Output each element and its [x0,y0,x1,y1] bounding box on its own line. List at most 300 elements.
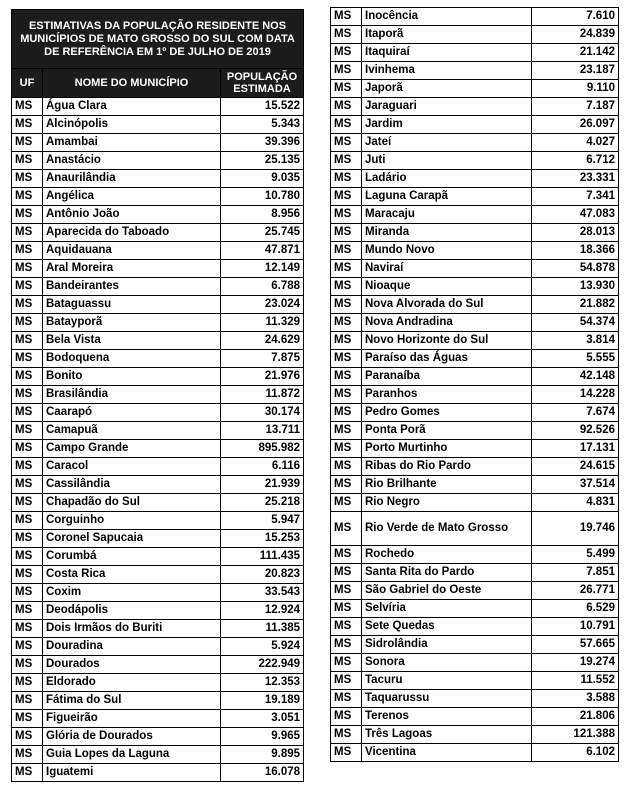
uf-cell: MS [331,368,362,386]
uf-cell: MS [331,8,362,26]
table-row [12,404,304,422]
population-cell: 5.555 [532,350,619,368]
table-row [12,170,304,188]
municipality-cell: Aral Moreira [43,260,221,278]
population-cell: 6.788 [221,278,304,296]
municipality-cell: Figueirão [43,710,221,728]
uf-cell: MS [12,494,43,512]
municipality-cell: Nioaque [362,278,532,296]
uf-cell: MS [331,116,362,134]
municipality-cell: Jateí [362,134,532,152]
uf-cell: MS [12,170,43,188]
population-cell: 14.228 [532,386,619,404]
table-row [12,188,304,206]
uf-cell: MS [12,350,43,368]
table-row [331,188,619,206]
table-row [331,654,619,672]
population-cell: 9.965 [221,728,304,746]
table-row [331,26,619,44]
header-municipality: NOME DO MUNICÍPIO [43,69,221,98]
uf-cell: MS [12,728,43,746]
uf-cell: MS [331,564,362,582]
uf-cell: MS [331,98,362,116]
municipality-cell: Camapuã [43,422,221,440]
population-cell: 21.142 [532,44,619,62]
municipality-cell: Ladário [362,170,532,188]
population-cell: 111.435 [221,548,304,566]
population-cell: 24.839 [532,26,619,44]
population-cell: 11.552 [532,672,619,690]
table-row [331,708,619,726]
table-row [331,224,619,242]
uf-cell: MS [331,242,362,260]
uf-cell: MS [12,368,43,386]
municipality-cell: Bodoquena [43,350,221,368]
municipality-cell: Ivinhema [362,62,532,80]
uf-cell: MS [12,530,43,548]
municipality-cell: Nova Andradina [362,314,532,332]
uf-cell: MS [12,98,43,116]
uf-cell: MS [331,188,362,206]
table-row [12,530,304,548]
population-cell: 23.024 [221,296,304,314]
table-row [12,296,304,314]
municipality-cell: Eldorado [43,674,221,692]
population-cell: 5.947 [221,512,304,530]
table-row [331,350,619,368]
table-row [12,476,304,494]
table-row [12,386,304,404]
municipality-cell: Bandeirantes [43,278,221,296]
table-row [331,206,619,224]
population-cell: 5.343 [221,116,304,134]
table-row [331,242,619,260]
uf-cell: MS [12,116,43,134]
municipality-cell: Bonito [43,368,221,386]
population-cell: 23.331 [532,170,619,188]
table-row [12,422,304,440]
population-cell: 7.610 [532,8,619,26]
population-cell: 25.135 [221,152,304,170]
municipality-cell: São Gabriel do Oeste [362,582,532,600]
uf-cell: MS [12,404,43,422]
population-cell: 25.218 [221,494,304,512]
municipality-cell: Iguatemi [43,764,221,782]
population-cell: 121.388 [532,726,619,744]
table-row [331,546,619,564]
table-row [12,368,304,386]
table-row [331,332,619,350]
population-cell: 7.187 [532,98,619,116]
municipality-cell: Santa Rita do Pardo [362,564,532,582]
population-cell: 92.526 [532,422,619,440]
population-cell: 11.872 [221,386,304,404]
municipality-cell: Jardim [362,116,532,134]
population-cell: 5.499 [532,546,619,564]
population-cell: 6.529 [532,600,619,618]
population-cell: 26.771 [532,582,619,600]
population-cell: 3.814 [532,332,619,350]
population-cell: 222.949 [221,656,304,674]
uf-cell: MS [12,134,43,152]
uf-cell: MS [331,224,362,242]
municipality-cell: Água Clara [43,98,221,116]
population-cell: 42.148 [532,368,619,386]
uf-cell: MS [12,566,43,584]
table-row [331,726,619,744]
municipality-cell: Japorã [362,80,532,98]
uf-cell: MS [331,546,362,564]
population-cell: 37.514 [532,476,619,494]
population-cell: 21.882 [532,296,619,314]
municipality-cell: Cassilândia [43,476,221,494]
table-row [12,134,304,152]
population-cell: 12.353 [221,674,304,692]
uf-cell: MS [12,548,43,566]
population-cell: 25.745 [221,224,304,242]
table-row [331,512,619,546]
uf-cell: MS [331,476,362,494]
population-cell: 47.083 [532,206,619,224]
header-uf: UF [12,69,43,98]
table-row [331,386,619,404]
right-table-body [331,8,619,762]
population-cell: 33.543 [221,584,304,602]
table-row [12,728,304,746]
uf-cell: MS [331,80,362,98]
municipality-cell: Guia Lopes da Laguna [43,746,221,764]
table-row [12,548,304,566]
table-row [331,582,619,600]
municipality-cell: Corguinho [43,512,221,530]
municipality-cell: Campo Grande [43,440,221,458]
population-cell: 7.851 [532,564,619,582]
left-population-table [11,9,304,782]
table-row [331,8,619,26]
table-row [331,368,619,386]
population-cell: 21.939 [221,476,304,494]
population-cell: 3.588 [532,690,619,708]
population-cell: 16.078 [221,764,304,782]
municipality-cell: Paranaíba [362,368,532,386]
population-cell: 13.930 [532,278,619,296]
municipality-cell: Itaquiraí [362,44,532,62]
population-cell: 9.110 [532,80,619,98]
municipality-cell: Caracol [43,458,221,476]
table-row [12,314,304,332]
population-cell: 24.629 [221,332,304,350]
municipality-cell: Inocência [362,8,532,26]
uf-cell: MS [12,152,43,170]
table-row [12,602,304,620]
municipality-cell: Naviraí [362,260,532,278]
population-cell: 6.712 [532,152,619,170]
uf-cell: MS [331,314,362,332]
table-row [12,620,304,638]
population-cell: 13.711 [221,422,304,440]
population-cell: 54.374 [532,314,619,332]
population-cell: 7.341 [532,188,619,206]
population-cell: 3.051 [221,710,304,728]
population-cell: 11.329 [221,314,304,332]
municipality-cell: Taquarussu [362,690,532,708]
population-cell: 8.956 [221,206,304,224]
municipality-cell: Maracaju [362,206,532,224]
population-cell: 895.982 [221,440,304,458]
population-cell: 6.116 [221,458,304,476]
population-cell: 24.615 [532,458,619,476]
uf-cell: MS [331,62,362,80]
population-cell: 18.366 [532,242,619,260]
municipality-cell: Mundo Novo [362,242,532,260]
municipality-cell: Tacuru [362,672,532,690]
municipality-cell: Novo Horizonte do Sul [362,332,532,350]
population-cell: 7.674 [532,404,619,422]
municipality-cell: Rio Brilhante [362,476,532,494]
table-row [12,746,304,764]
population-cell: 10.780 [221,188,304,206]
municipality-cell: Corumbá [43,548,221,566]
table-row [12,710,304,728]
table-row [331,672,619,690]
table-row [331,44,619,62]
uf-cell: MS [331,726,362,744]
uf-cell: MS [12,458,43,476]
uf-cell: MS [331,170,362,188]
population-cell: 19.274 [532,654,619,672]
population-cell: 9.895 [221,746,304,764]
uf-cell: MS [331,152,362,170]
municipality-cell: Ponta Porã [362,422,532,440]
municipality-cell: Antônio João [43,206,221,224]
table-row [12,692,304,710]
population-cell: 15.522 [221,98,304,116]
municipality-cell: Chapadão do Sul [43,494,221,512]
uf-cell: MS [331,458,362,476]
uf-cell: MS [331,654,362,672]
uf-cell: MS [12,314,43,332]
table-row [12,512,304,530]
table-row [331,62,619,80]
municipality-cell: Rochedo [362,546,532,564]
population-cell: 39.396 [221,134,304,152]
table-row [12,494,304,512]
table-row [12,278,304,296]
municipality-cell: Amambai [43,134,221,152]
population-cell: 20.823 [221,566,304,584]
table-row [12,260,304,278]
municipality-cell: Douradina [43,638,221,656]
municipality-cell: Bela Vista [43,332,221,350]
population-cell: 11.385 [221,620,304,638]
uf-cell: MS [331,494,362,512]
municipality-cell: Brasilândia [43,386,221,404]
uf-cell: MS [12,242,43,260]
uf-cell: MS [331,386,362,404]
population-cell: 54.878 [532,260,619,278]
uf-cell: MS [331,744,362,762]
municipality-cell: Costa Rica [43,566,221,584]
uf-cell: MS [331,582,362,600]
municipality-cell: Sonora [362,654,532,672]
uf-cell: MS [331,404,362,422]
table-row [331,296,619,314]
municipality-cell: Miranda [362,224,532,242]
uf-cell: MS [331,512,362,546]
uf-cell: MS [331,440,362,458]
table-row [331,116,619,134]
table-row [12,224,304,242]
population-cell: 57.665 [532,636,619,654]
uf-cell: MS [12,422,43,440]
uf-cell: MS [12,260,43,278]
municipality-cell: Itaporã [362,26,532,44]
uf-cell: MS [12,764,43,782]
population-cell: 28.013 [532,224,619,242]
table-row [12,656,304,674]
uf-cell: MS [12,656,43,674]
uf-cell: MS [331,296,362,314]
header-population: POPULAÇÃO ESTIMADA [221,69,304,98]
uf-cell: MS [331,134,362,152]
table-row [331,476,619,494]
municipality-cell: Angélica [43,188,221,206]
population-cell: 21.976 [221,368,304,386]
municipality-cell: Pedro Gomes [362,404,532,422]
municipality-cell: Laguna Carapã [362,188,532,206]
municipality-cell: Vicentina [362,744,532,762]
table-row [331,80,619,98]
population-cell: 47.871 [221,242,304,260]
municipality-cell: Rio Verde de Mato Grosso [362,512,532,546]
municipality-cell: Terenos [362,708,532,726]
municipality-cell: Jaraguari [362,98,532,116]
population-cell: 21.806 [532,708,619,726]
uf-cell: MS [12,206,43,224]
municipality-cell: Bataguassu [43,296,221,314]
uf-cell: MS [12,620,43,638]
population-cell: 15.253 [221,530,304,548]
uf-cell: MS [331,690,362,708]
uf-cell: MS [331,260,362,278]
population-cell: 26.097 [532,116,619,134]
table-row [12,152,304,170]
uf-cell: MS [331,44,362,62]
table-row [331,98,619,116]
population-cell: 12.924 [221,602,304,620]
table-row [12,764,304,782]
uf-cell: MS [331,350,362,368]
population-cell: 7.875 [221,350,304,368]
municipality-cell: Dois Irmãos do Buriti [43,620,221,638]
table-row [331,600,619,618]
uf-cell: MS [331,600,362,618]
municipality-cell: Paraíso das Águas [362,350,532,368]
population-cell: 4.831 [532,494,619,512]
municipality-cell: Glória de Dourados [43,728,221,746]
table-row [331,170,619,188]
municipality-cell: Caarapó [43,404,221,422]
population-cell: 17.131 [532,440,619,458]
table-row [12,116,304,134]
uf-cell: MS [12,746,43,764]
uf-cell: MS [331,672,362,690]
uf-cell: MS [12,278,43,296]
municipality-cell: Selvíria [362,600,532,618]
table-row [12,242,304,260]
table-row [331,564,619,582]
population-cell: 19.189 [221,692,304,710]
uf-cell: MS [12,584,43,602]
table-row [12,440,304,458]
table-row [331,422,619,440]
uf-cell: MS [331,332,362,350]
table-row [12,98,304,116]
table-row [331,440,619,458]
uf-cell: MS [331,422,362,440]
uf-cell: MS [12,476,43,494]
table-row [331,260,619,278]
table-row [331,152,619,170]
uf-cell: MS [331,278,362,296]
municipality-cell: Coronel Sapucaia [43,530,221,548]
uf-cell: MS [331,708,362,726]
table-title: ESTIMATIVAS DA POPULAÇÃO RESIDENTE NOS MUNICÍPIOS DE MATO GROSSO DO SUL COM DATA DE REFERÊNCIA EM 1º DE JULHO DE 2019 [12,10,304,69]
table-row [331,134,619,152]
table-row [12,566,304,584]
municipality-cell: Anaurilândia [43,170,221,188]
municipality-cell: Paranhos [362,386,532,404]
population-cell: 23.187 [532,62,619,80]
uf-cell: MS [12,440,43,458]
municipality-cell: Dourados [43,656,221,674]
population-cell: 5.924 [221,638,304,656]
population-cell: 30.174 [221,404,304,422]
population-cell: 4.027 [532,134,619,152]
population-cell: 9.035 [221,170,304,188]
uf-cell: MS [12,332,43,350]
municipality-cell: Sete Quedas [362,618,532,636]
municipality-cell: Três Lagoas [362,726,532,744]
uf-cell: MS [12,638,43,656]
municipality-cell: Sidrolândia [362,636,532,654]
right-population-table [330,7,619,762]
table-row [12,674,304,692]
municipality-cell: Fátima do Sul [43,692,221,710]
uf-cell: MS [12,602,43,620]
municipality-cell: Juti [362,152,532,170]
uf-cell: MS [331,206,362,224]
population-cell: 19.746 [532,512,619,546]
municipality-cell: Anastácio [43,152,221,170]
uf-cell: MS [12,674,43,692]
uf-cell: MS [12,710,43,728]
table-row [331,744,619,762]
table-row [12,638,304,656]
uf-cell: MS [331,636,362,654]
table-row [331,404,619,422]
population-cell: 6.102 [532,744,619,762]
municipality-cell: Alcinópolis [43,116,221,134]
municipality-cell: Deodápolis [43,602,221,620]
table-row [12,458,304,476]
table-row [331,690,619,708]
table-row [331,618,619,636]
municipality-cell: Ribas do Rio Pardo [362,458,532,476]
uf-cell: MS [12,692,43,710]
table-row [331,314,619,332]
table-row [12,332,304,350]
